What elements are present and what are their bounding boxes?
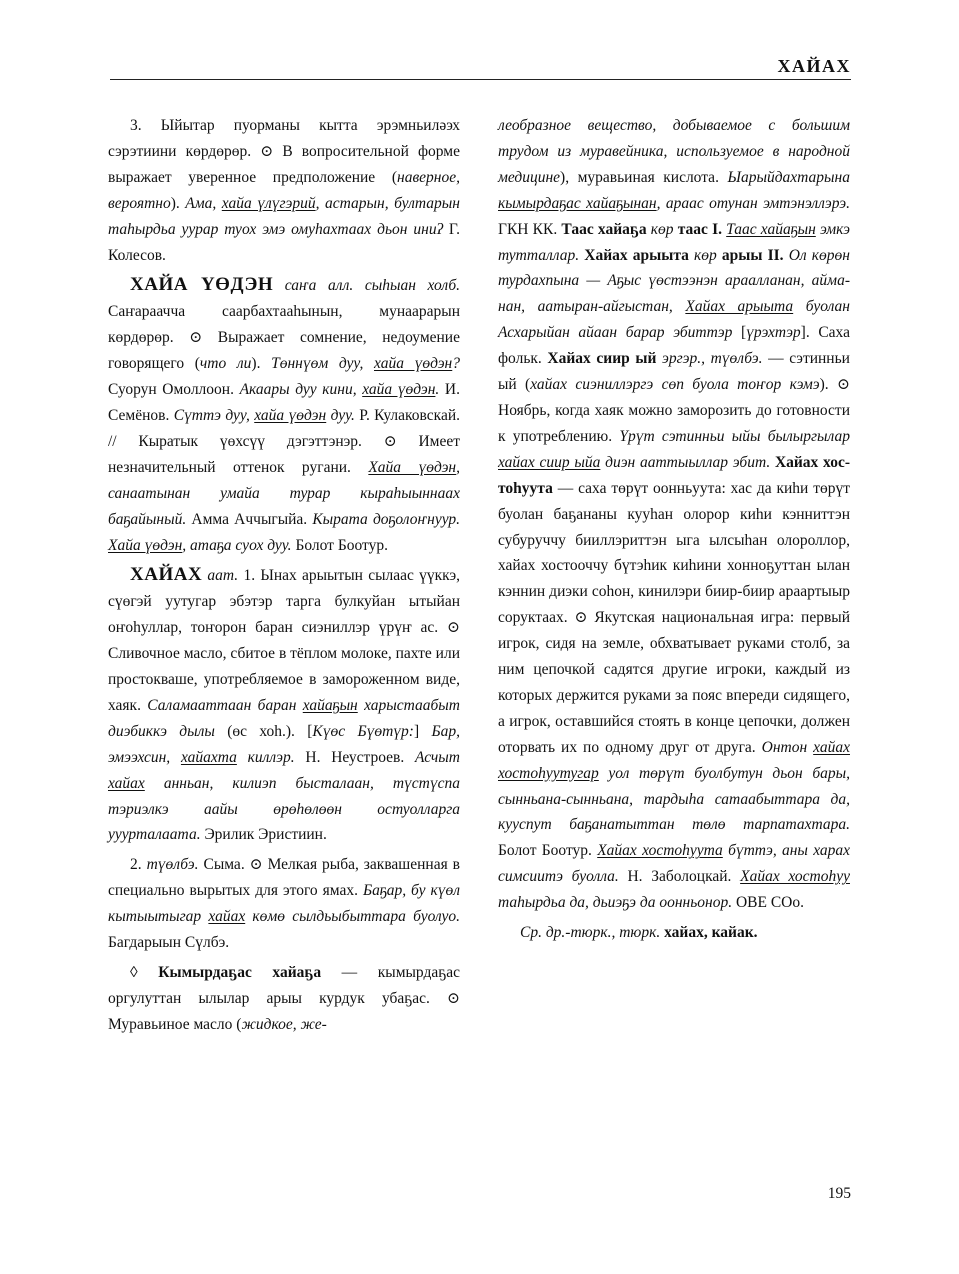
text-run: киллэр. bbox=[236, 748, 295, 766]
text-run: Хайах сиир ый bbox=[547, 350, 657, 368]
text-run: (өс хоһ.). [ bbox=[214, 722, 313, 740]
text-run: , атаҕа суох дуу. bbox=[182, 536, 292, 554]
text-run: ◊ bbox=[130, 964, 159, 981]
text-run: Сүттэ дуу, bbox=[173, 406, 255, 424]
text-run: хайах сиир ыйа bbox=[498, 453, 601, 471]
text-run: көр bbox=[646, 220, 674, 238]
text-run: Ыарыйдахтарына bbox=[727, 168, 850, 186]
text-run: Саҥараачча саарбахтааһынын, мунаарарын көрдөрөр. ⊙ Выражает сомнение, недоумение говорящего ( bbox=[108, 303, 460, 373]
left-column bbox=[108, 113, 460, 1042]
text-run: Үрүт сэтинньи ыйы былыргылар bbox=[619, 427, 850, 445]
text-run: буолан Асхарыйан айаан барар эбиттэр bbox=[498, 298, 850, 342]
text-run: леобразное вещество, добываемое с большим трудом из муравейника, используемое в народной медицине bbox=[498, 117, 850, 186]
dictionary-paragraph bbox=[108, 113, 460, 268]
text-run: Таас хайаҕа bbox=[561, 220, 647, 238]
text-run: жидкое, же- bbox=[241, 1015, 327, 1033]
text-run: ). ⊙ Ноябрь, когда хаяк можно заморозить до готовности к употреблению. bbox=[498, 376, 850, 445]
text-run: — сэтинньи ый ( bbox=[498, 350, 850, 394]
text-run: эргэр., түөлбэ. bbox=[656, 350, 763, 368]
text-run: харыстаабыт диэбиккэ дылы bbox=[108, 696, 460, 740]
text-run: таһырдьа да, дьиэҕэ да оонньонор. bbox=[498, 894, 733, 912]
text-run: уол төрүт буолбутун дьон бары, сынньана-сынньана, тардыһа сатаабыттара да, кууспут баҕанатыттан төлө тарпатахтара. bbox=[498, 764, 850, 834]
text-run: И. Семёнов. bbox=[108, 381, 460, 424]
text-run: Хайа үөдэн bbox=[108, 536, 183, 554]
text-run: хайахта bbox=[180, 748, 237, 766]
text-run: көмө сылдьыбыттара буолуо. bbox=[245, 908, 460, 926]
text-run: ГКН КК. bbox=[498, 220, 562, 238]
text-run: көр bbox=[688, 246, 717, 264]
text-run: бүттэ, аны харах симсиитэ буолла. bbox=[498, 842, 851, 886]
text-run: Ол көрөн турдахпына — Аҕыс үөстээнэн араалланан, айманан, аатыран-айгыстан, bbox=[498, 246, 850, 316]
text-run: эмкэ тутталлар. bbox=[498, 220, 850, 264]
text-run: [ bbox=[732, 324, 747, 342]
text-run: , санаатынан умайа турар кыраһыыннаах баҕайыный. bbox=[108, 458, 460, 528]
text-run: Асчыт bbox=[415, 748, 460, 766]
text-run: 2. bbox=[130, 856, 147, 874]
text-run: Хайах хостоһуута bbox=[597, 842, 723, 860]
text-run: хайах, кайак. bbox=[664, 924, 758, 942]
text-run: 3. Ыйытар пуорманы кытта эрэмньиләэх сэрэтиини көрдөрөр. ⊙ В вопросительной форме выражает уверенное предположение ( bbox=[108, 117, 460, 186]
text-run: что ли bbox=[199, 355, 252, 373]
text-run: Суорун Омоллоон. bbox=[108, 381, 240, 399]
text-run: хайа үлүгэрий bbox=[221, 194, 316, 212]
header-rule bbox=[110, 79, 851, 80]
text-run: хайах bbox=[208, 908, 246, 926]
text-run: ). bbox=[170, 194, 186, 212]
text-run: саҥа алл. сыһыан холб. bbox=[273, 277, 460, 295]
text-run: ? bbox=[452, 355, 460, 373]
text-run: Ама, bbox=[185, 194, 222, 212]
dictionary-paragraph bbox=[108, 562, 460, 848]
text-run: Онтон bbox=[761, 738, 814, 756]
text-run: Болот Боотур. bbox=[291, 536, 388, 554]
text-run: Р. Кулаковскай. // Кыратык үөхсүү дэгэттэнэр. ⊙ Имеет незначительный оттенок ругани. bbox=[108, 406, 460, 476]
page-number: 195 bbox=[827, 1185, 851, 1202]
text-run: Н. Заболоцкай. bbox=[618, 868, 741, 886]
text-run: Н. Неустроев. bbox=[294, 748, 415, 766]
text-run: — кымырдаҕас оргулуттан ылылар арыы курдук убаҕас. ⊙ Муравьиное масло ( bbox=[108, 964, 460, 1033]
text-run: ] bbox=[413, 722, 432, 740]
text-run: Төннүөм дуу, bbox=[271, 355, 375, 373]
text-run: дуу. bbox=[326, 406, 355, 424]
text-run: Хайах хостоһуу bbox=[740, 868, 850, 886]
text-run: Хайа үөдэн bbox=[368, 458, 457, 476]
text-run: Хайах хостоһуута bbox=[498, 453, 850, 497]
text-run: . bbox=[435, 381, 440, 399]
text-run: , астарын, бултарын таһырдьа уурар туох эмэ омуһахтаах дьон иниʔ bbox=[108, 194, 460, 238]
text-run: Хайах арыыта bbox=[685, 298, 794, 316]
text-run: 1. Ынах арыытын сылаас үүккэ, сүөгэй уутугар эбэтэр тарга булкуйан ытыйан оҥоһуллар, тоҥорон баран сиэниллэр үрүҥ ас. ⊙ Сливочное масло, сбитое в тёплом молоке, пахте или простокваше, употребляемое в замороженном виде, хаяк. bbox=[108, 567, 460, 714]
dictionary-paragraph bbox=[108, 852, 460, 956]
text-run: таас I. bbox=[673, 220, 722, 238]
text-run: ). bbox=[251, 355, 272, 373]
text-run: Кырата доҕолоҥнуур. bbox=[312, 510, 460, 528]
text-run: Багдарыын Сүлбэ. bbox=[108, 934, 230, 952]
dictionary-paragraph bbox=[498, 113, 850, 916]
text-run: наверное, вероятно bbox=[108, 168, 460, 212]
text-run: ОВЕ СОо. bbox=[732, 894, 804, 912]
text-run: Сыма. ⊙ Мелкая рыба, заквашенная в специально вырытых для этого ямах. bbox=[108, 856, 460, 900]
text-run: Ср. др.-тюрк., тюрк. bbox=[520, 924, 661, 942]
running-head: ХАЙАХ bbox=[777, 56, 851, 76]
text-run: түөлбэ. bbox=[146, 856, 199, 874]
right-column bbox=[498, 113, 850, 950]
text-run: Баҕар, бу күөл кытыытыгар bbox=[108, 882, 460, 926]
dictionary-paragraph bbox=[108, 272, 460, 558]
dictionary-paragraph bbox=[498, 920, 850, 946]
text-run: үрэхтэр bbox=[746, 324, 801, 342]
text-run: Акаары дуу кини, bbox=[239, 381, 363, 399]
dictionary-paragraph bbox=[108, 960, 460, 1038]
text-run: анньан, килиэп бысталаан, түстүспа тэриэлкэ аайы өрөһөлөөн остуолларга ууурталаата. bbox=[108, 774, 460, 844]
text-run: арыы II. bbox=[716, 246, 784, 264]
text-run: Кымырдаҕас хайаҕа bbox=[158, 964, 322, 981]
text-run: хайа үөдэн bbox=[362, 381, 436, 399]
text-run: Эрилик Эристиин. bbox=[200, 826, 327, 844]
text-run: хайах сиэниллэргэ сөп буола тоҥор кэмэ bbox=[530, 376, 820, 394]
text-run: аат. bbox=[202, 567, 239, 585]
text-run: хайах хостоһуутугар bbox=[498, 738, 850, 782]
text-run: диэн ааттыыллар эбит. bbox=[600, 453, 771, 471]
text-run: Саламааттаан баран bbox=[147, 696, 303, 714]
text-run: Амма Аччыгыйа. bbox=[186, 510, 313, 528]
text-run: ]. Саха фольк. bbox=[498, 324, 850, 368]
text-run: хайаҕын bbox=[302, 696, 358, 714]
text-run: ), муравьиная кислота. bbox=[560, 168, 728, 186]
text-run: Болот Боотур. bbox=[498, 842, 598, 860]
text-run: ХАЙАХ bbox=[130, 564, 203, 586]
text-run: — саха төрүт оонньуута: хас да киһи төрүт буолан баҕананы кууһан олорор киһи кэнниттэн субуруччу бииллэриттэн ыга ылсыһан олороллор, хайах хостооччу бүтэһик киһини хонноҕуттан ылан кэннин диэки соһон, кинилэри биир-биир араартыыр соруктаах. ⊙ Якутская национальная игра: первый игрок, сидя на земле, обхватывает руками столб, за ним цепочкой садятся другие игроки, каждый из которых держится руками за пояс впереди сидящего, а игрок, оставшийся стоять в конце цепочки, должен оторвать их по одному друг от друга. bbox=[498, 479, 850, 756]
text-run: Күөс Бүөтүр: bbox=[312, 722, 414, 740]
text-run: ХАЙА ҮӨДЭН bbox=[130, 274, 274, 296]
text-run: хайах bbox=[108, 774, 145, 792]
text-run: кымырдаҕас хайаҕынан bbox=[498, 194, 657, 212]
text-run: Г. Колесов. bbox=[108, 220, 460, 264]
text-run: Бар, эмээхсин, bbox=[108, 722, 460, 766]
text-run: Таас хайаҕын bbox=[726, 220, 816, 238]
text-run: , араас отунан эмтэнэллэрэ. bbox=[656, 194, 851, 212]
text-run: Хайах арыыта bbox=[584, 246, 689, 264]
text-run: хайа үөдэн bbox=[374, 355, 453, 373]
text-run: хайа үөдэн bbox=[254, 406, 327, 424]
